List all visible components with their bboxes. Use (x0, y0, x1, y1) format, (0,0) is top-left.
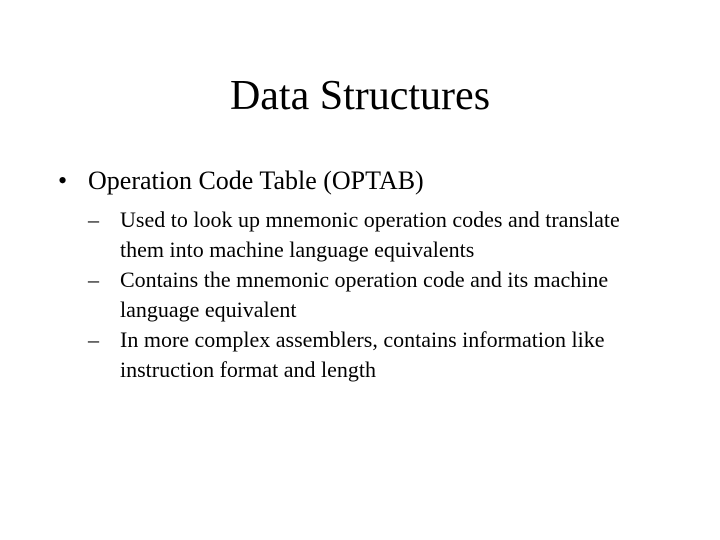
slide-content (58, 165, 688, 385)
bullet-item (58, 165, 688, 197)
bullet-marker: • (58, 166, 68, 195)
sub-bullet-text: Contains the mnemonic operation code and its machine language equivalent (120, 267, 609, 322)
sub-bullet-marker: – (88, 327, 99, 352)
bullet-text: Operation Code Table (OPTAB) (88, 166, 424, 195)
sub-bullet-text: In more complex assemblers, contains information like instruction format and length (120, 327, 605, 382)
sub-bullet-marker: – (88, 267, 99, 292)
sub-bullet-marker: – (88, 207, 99, 232)
sub-bullet-item (88, 325, 688, 385)
sub-bullet-list (88, 205, 688, 385)
sub-bullet-item (88, 205, 688, 265)
sub-bullet-item (88, 265, 688, 325)
sub-bullet-text: Used to look up mnemonic operation codes and translate them into machine language equivalents (120, 207, 620, 262)
slide-title: Data Structures (229, 73, 491, 119)
